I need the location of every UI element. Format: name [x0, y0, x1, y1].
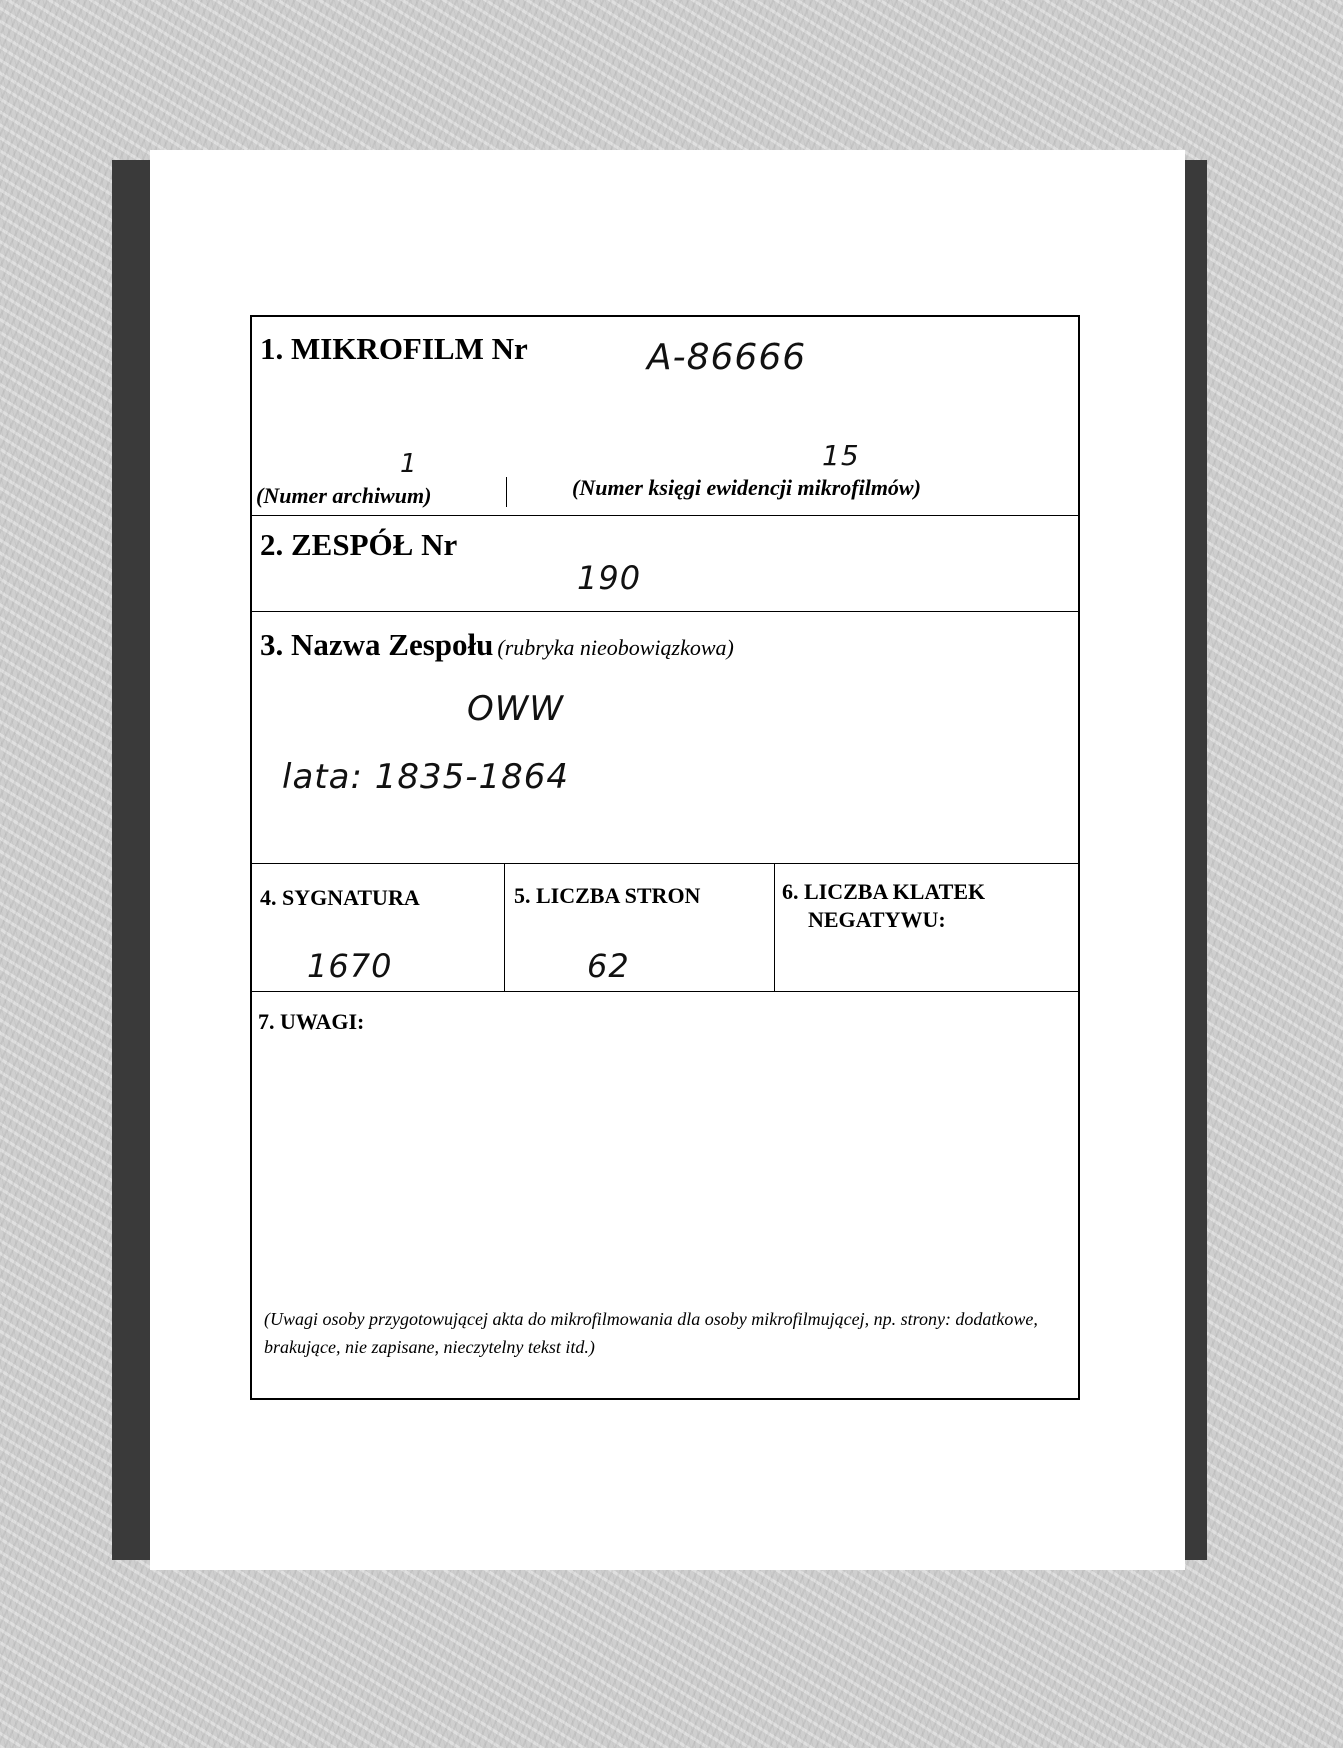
section6-label-line1: 6. LICZBA KLATEK: [782, 879, 986, 904]
register-number-caption: (Numer księgi ewidencji mikrofilmów): [572, 475, 921, 500]
divider-4: [252, 991, 1078, 992]
archive-number-handwritten: 1: [400, 449, 418, 479]
divider-1: [252, 515, 1078, 516]
caption-divider: [506, 477, 507, 507]
section4-label: 4. SYGNATURA: [260, 885, 420, 910]
archive-number-caption: (Numer archiwum): [256, 483, 432, 508]
paper-sheet: [150, 150, 1185, 1570]
fond-number-handwritten: 190: [577, 559, 642, 597]
divider-3: [252, 863, 1078, 864]
register-number-handwritten: 15: [822, 439, 860, 472]
divider-5-6: [774, 863, 775, 991]
section3-header: [260, 627, 734, 663]
microfilm-number-handwritten: A-86666: [647, 337, 807, 378]
section1-label: 1. MIKROFILM Nr: [260, 331, 528, 366]
section6-label-line2: NEGATYWU:: [808, 907, 946, 932]
section3-label: 3. Nazwa Zespołu: [260, 627, 494, 662]
section3-optional-note: (rubryka nieobowiązkowa): [497, 635, 734, 660]
section2-label: 2. ZESPÓŁ Nr: [260, 527, 458, 562]
fond-name-handwritten: OWW: [467, 689, 564, 729]
remarks-footnote: (Uwagi osoby przygotowującej akta do mikrofilmowania dla osoby mikrofilmującej, np. strony: dodatkowe, brakujące, nie zapisane, nieczytelny tekst itd.): [264, 1309, 1038, 1357]
divider-2: [252, 611, 1078, 612]
divider-4-5: [504, 863, 505, 991]
section7-label: 7. UWAGI:: [258, 1009, 365, 1034]
years-handwritten: lata: 1835-1864: [282, 757, 570, 797]
section5-label: 5. LICZBA STRON: [514, 883, 701, 908]
page-count-handwritten: 62: [587, 947, 630, 985]
microfilm-card: [250, 315, 1080, 1400]
signature-handwritten: 1670: [307, 947, 393, 985]
